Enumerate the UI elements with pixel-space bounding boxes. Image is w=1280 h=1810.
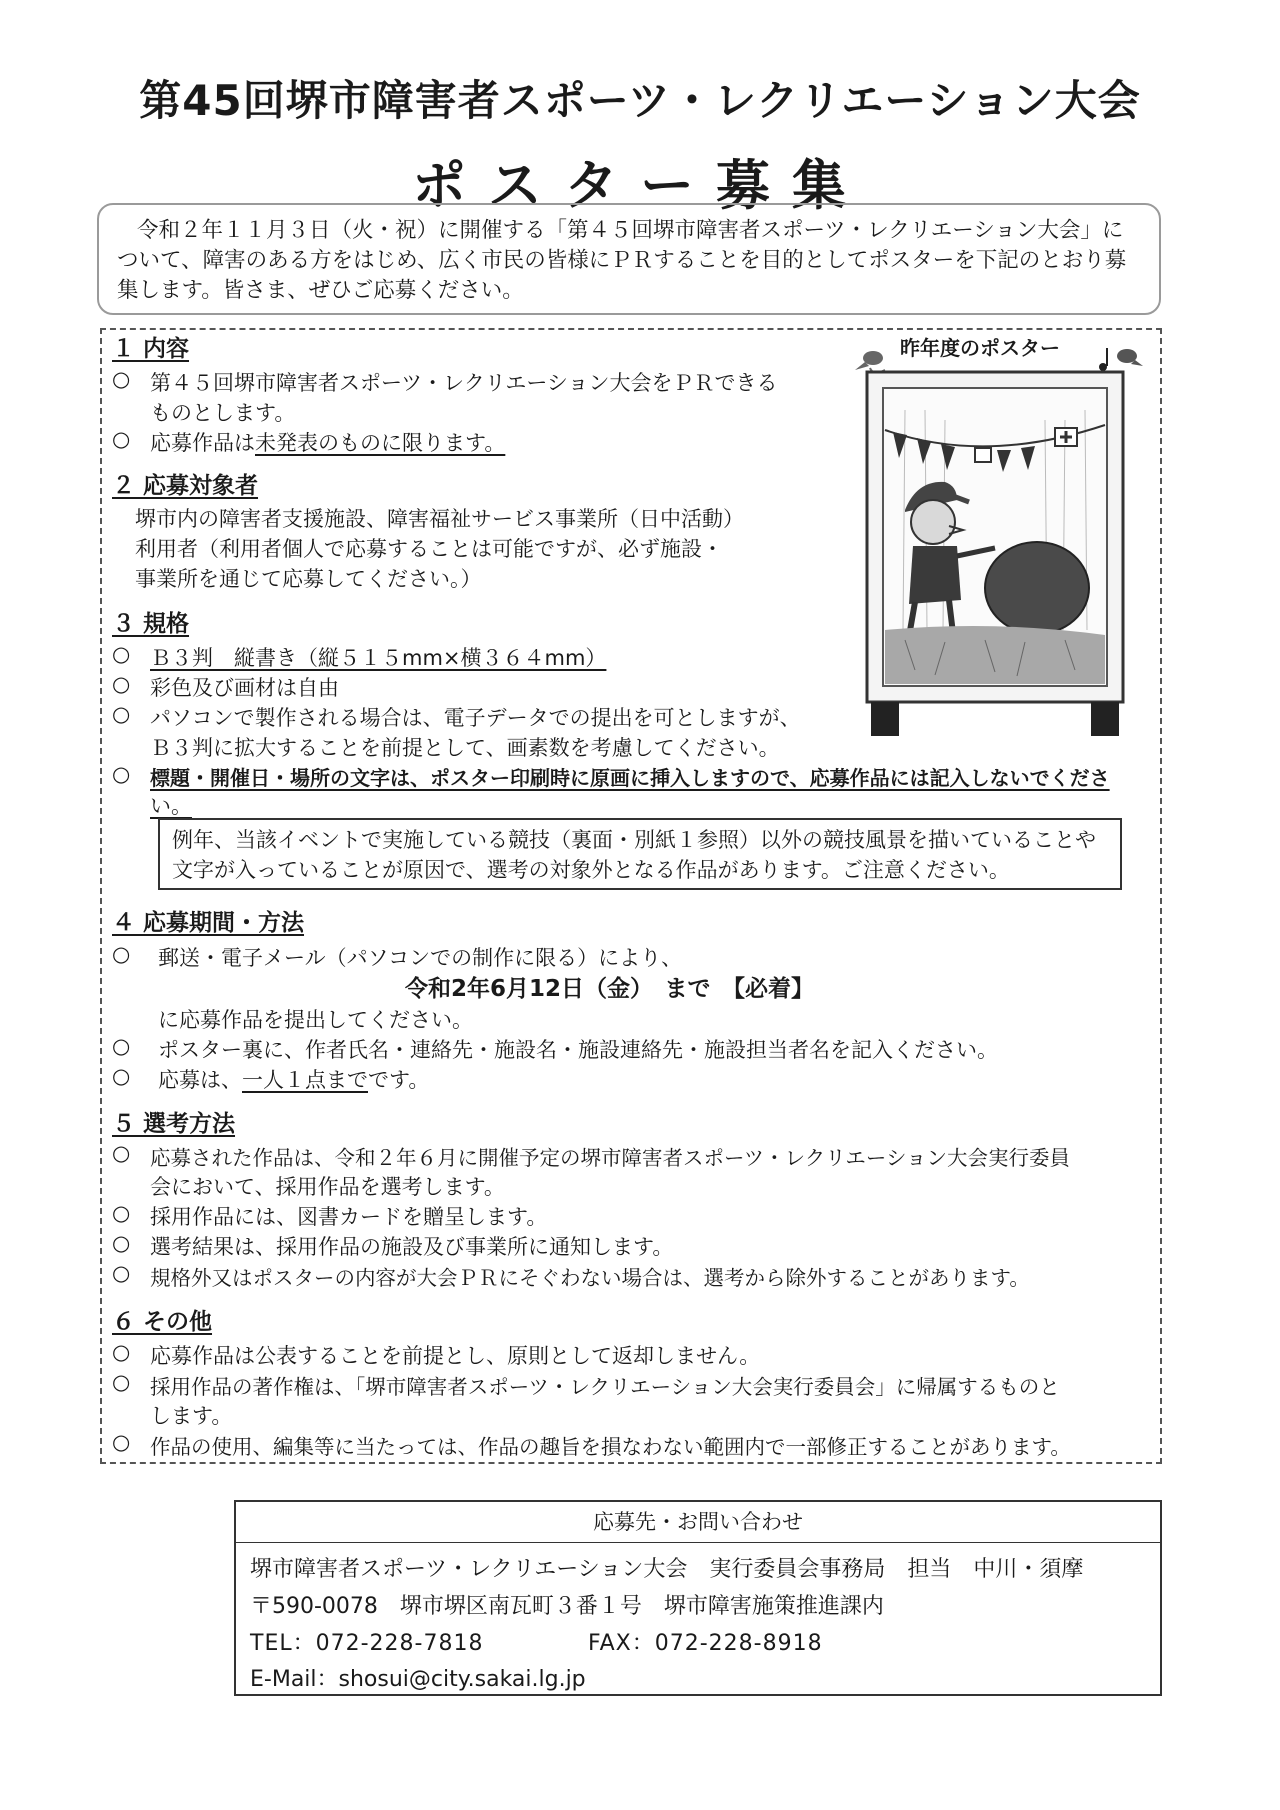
bullet-icon: ○ <box>112 702 131 726</box>
s3-line-1: Ｂ３判 縦書き（縦５１５mm×横３６４mm） <box>150 646 607 670</box>
bullet-icon: ○ <box>112 1370 131 1394</box>
bullet-icon: ○ <box>112 1231 131 1255</box>
contact-heading: 応募先・お問い合わせ <box>236 1502 1160 1543</box>
music-note-icon <box>1099 348 1107 371</box>
s6-line-3: 作品の使用、編集等に当たっては、作品の趣旨を損なわない範囲内で一部修正することがあります。 <box>150 1435 1071 1459</box>
s6-line-2b: します。 <box>150 1404 233 1428</box>
s3-line-2: 彩色及び画材は自由 <box>150 676 339 700</box>
section-1-heading: １ 内容 <box>112 336 190 362</box>
page-subtitle: ポスター募集 <box>412 154 868 217</box>
s6-line-2: 採用作品の著作権は、「堺市障害者スポーツ・レクリエーション大会実行委員会」に帰属するものと <box>150 1375 1060 1399</box>
s3-line-4: 標題・開催日・場所の文字は、ポスター印刷時に原画に挿入しますので、応募作品には記入しないでくださ <box>150 766 1110 790</box>
s4-line-3 <box>158 1064 429 1094</box>
bullet-icon: ○ <box>112 1340 131 1364</box>
contact-box <box>234 1500 1162 1696</box>
section-2-heading: ２ 応募対象者 <box>112 473 259 499</box>
s4-line-1: 郵送・電子メール（パソコンでの制作に限る）により、 <box>158 946 683 970</box>
intro-text: 令和２年１１月３日（火・祝）に開催する「第４５回堺市障害者スポーツ・レクリエーション大会」について、障害のある方をはじめ、広く市民の皆様にＰＲすることを目的としてポスターを下記のとおり募集します。皆さま、ぜひご応募ください。 <box>97 203 1161 315</box>
s1-line-1b: ものとします。 <box>150 401 296 425</box>
bullet-icon: ○ <box>112 762 131 786</box>
bird-icon <box>855 351 885 373</box>
s3-note-box: 例年、当該イベントで実施している競技（裏面・別紙１参照）以外の競技風景を描いていることや文字が入っていることが原因で、選考の対象外となる作品があります。ご注意ください。 <box>158 818 1122 890</box>
s5-line-1: 応募された作品は、令和２年６月に開催予定の堺市障害者スポーツ・レクリエーション大会実行委員 <box>150 1146 1071 1170</box>
bullet-icon: ○ <box>112 942 131 966</box>
contact-fax: FAX：072-228-8918 <box>588 1631 823 1656</box>
bird-icon <box>1117 349 1143 366</box>
section-4-heading: ４ 応募期間・方法 <box>112 910 305 936</box>
s3-line-3b: Ｂ３判に拡大することを前提として、画素数を考慮してください。 <box>150 736 780 760</box>
bullet-icon: ○ <box>112 427 131 451</box>
section-5-heading: ５ 選考方法 <box>112 1111 236 1137</box>
s1-line-2 <box>150 427 505 457</box>
s4-l3-emphasis: 一人１点まで <box>242 1068 368 1092</box>
s4-line-2: ポスター裏に、作者氏名・連絡先・施設名・施設連絡先・施設担当者名を記入ください。 <box>158 1038 998 1062</box>
bullet-icon: ○ <box>112 672 131 696</box>
s6-line-1: 応募作品は公表することを前提とし、原則として返却しません。 <box>150 1344 761 1368</box>
bullet-icon: ○ <box>112 367 131 391</box>
bullet-icon: ○ <box>112 1141 131 1165</box>
contact-email[interactable]: E-Mail：shosui@city.sakai.lg.jp <box>250 1667 586 1692</box>
s4-deadline: 令和2年6月12日（金） まで 【必着】 <box>405 976 815 1002</box>
last-year-poster-image <box>845 330 1145 750</box>
bullet-icon: ○ <box>112 1430 131 1454</box>
contact-tel: TEL：072-228-7818 <box>250 1631 484 1656</box>
page-title: 第45回堺市障害者スポーツ・レクリエーション大会 <box>139 76 1141 125</box>
s5-line-4: 規格外又はポスターの内容が大会ＰＲにそぐわない場合は、選考から除外することがあります。 <box>150 1266 1030 1290</box>
bullet-icon: ○ <box>112 642 131 666</box>
bullet-icon: ○ <box>112 1064 131 1088</box>
s3-line-3: パソコンで製作される場合は、電子データでの提出を可としますが、 <box>150 706 801 730</box>
s1-l2-prefix: 応募作品は <box>150 431 255 455</box>
contact-address: 〒590-0078 堺市堺区南瓦町３番１号 堺市障害施策推進課内 <box>250 1594 884 1619</box>
s5-line-3: 選考結果は、採用作品の施設及び事業所に通知します。 <box>150 1235 674 1259</box>
s1-l2-emphasis: 未発表のものに限ります。 <box>255 431 506 455</box>
contact-organization: 堺市障害者スポーツ・レクリエーション大会 実行委員会事務局 担当 中川・須摩 <box>250 1557 1084 1582</box>
s1-line-1: 第４５回堺市障害者スポーツ・レクリエーション大会をＰＲできる <box>150 371 778 395</box>
poster-caption: 昨年度のポスター <box>900 336 1060 360</box>
bullet-icon: ○ <box>112 1201 131 1225</box>
s2-line-1: 堺市内の障害者支援施設、障害福祉サービス事業所（日中活動） <box>135 507 744 531</box>
s2-line-3: 事業所を通じて応募してください。） <box>135 567 482 591</box>
s5-line-2: 採用作品には、図書カードを贈呈します。 <box>150 1205 548 1229</box>
s2-line-2: 利用者（利用者個人で応募することは可能ですが、必ず施設・ <box>135 537 723 561</box>
bullet-icon: ○ <box>112 1261 131 1285</box>
s3-line-4b: い。 <box>150 794 192 818</box>
s5-line-1b: 会において、採用作品を選考します。 <box>150 1175 505 1199</box>
s4-l3-suffix: です。 <box>368 1068 430 1092</box>
section-6-heading: ６ その他 <box>112 1309 213 1335</box>
bullet-icon: ○ <box>112 1034 131 1058</box>
s4-l3-prefix: 応募は、 <box>158 1068 242 1092</box>
s4-line-1b: に応募作品を提出してください。 <box>158 1008 473 1032</box>
section-3-heading: ３ 規格 <box>112 611 190 637</box>
